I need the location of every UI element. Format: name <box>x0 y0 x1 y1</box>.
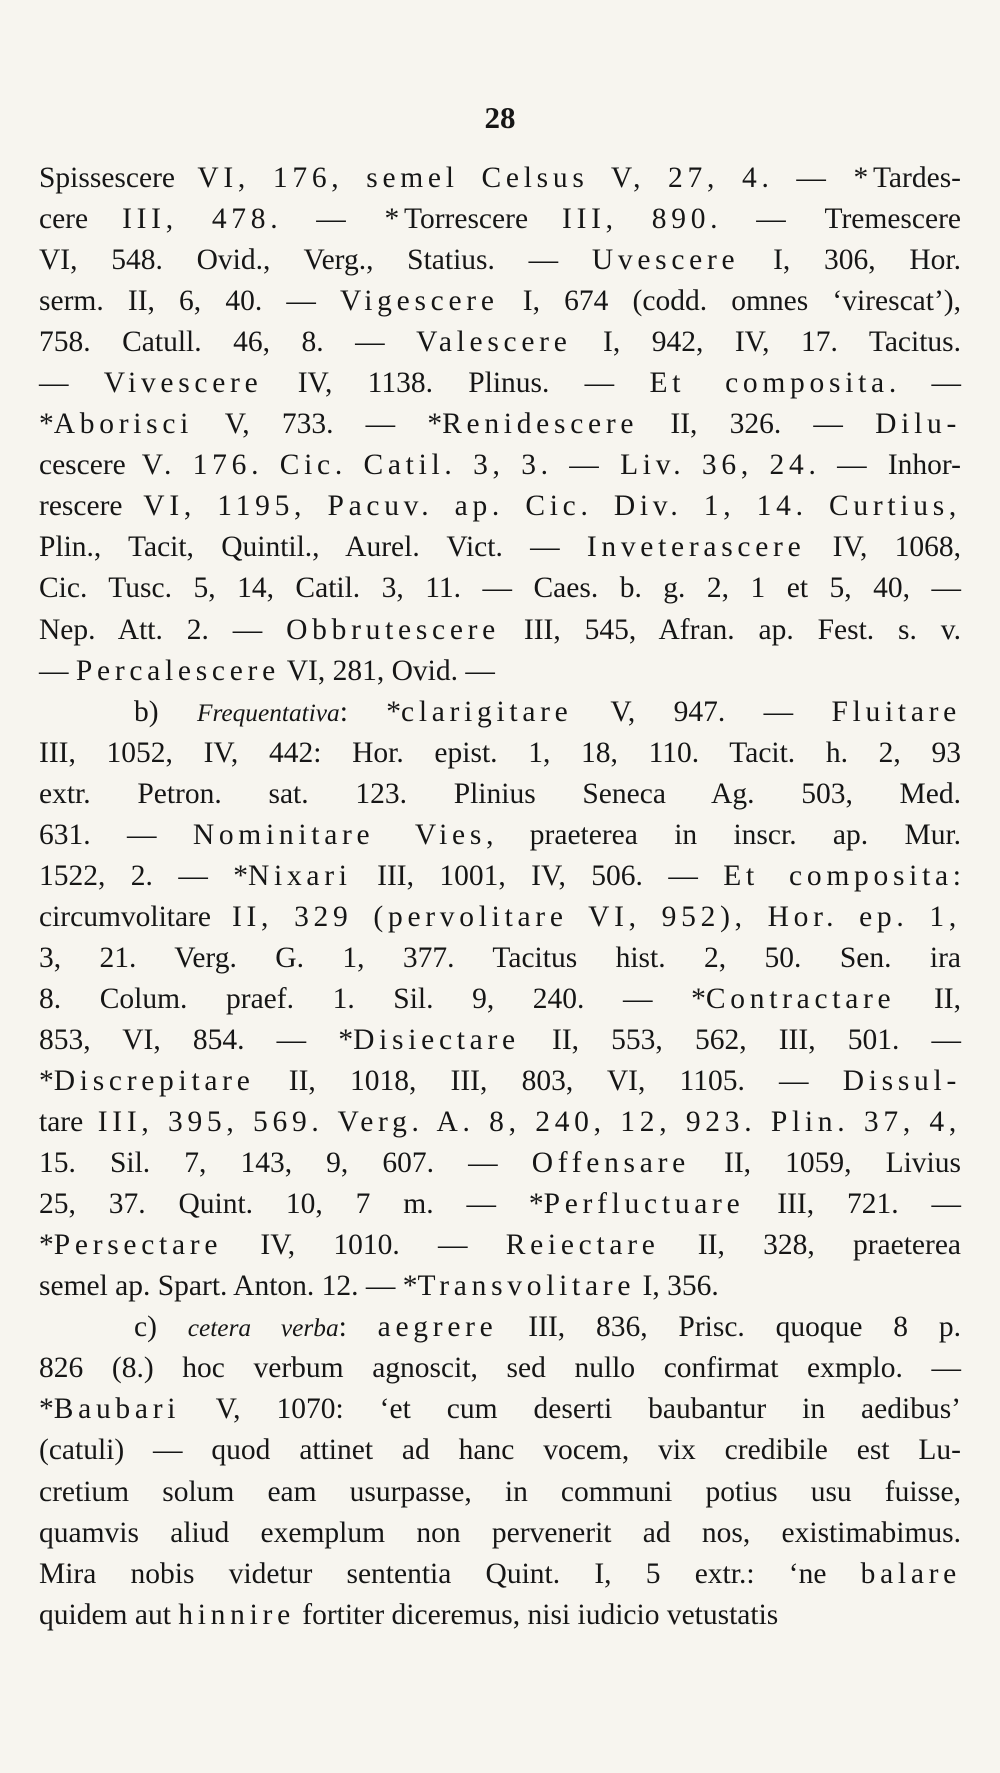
line-text: IV, 1138. Plinus. — <box>262 367 650 400</box>
line-text: II, 326. — <box>638 408 876 441</box>
text-line <box>39 1513 961 1554</box>
line-text: * <box>39 1393 54 1426</box>
line-text: V, 947. — <box>572 695 832 728</box>
line-text: II, 553, 562, III, 501. — <box>519 1023 961 1056</box>
line-text: Cic. Tusc. 5, 14, Catil. 3, 11. — Caes. b. g. 2, 1 et 5, 40, — <box>39 572 961 605</box>
text-line <box>39 1389 961 1430</box>
headword: Inveterascere <box>586 531 806 564</box>
line-text: rescere <box>39 490 123 523</box>
section-heading: cetera verba <box>187 1314 339 1343</box>
line-text: I, 306, Hor. <box>739 244 961 277</box>
headword: III, 890. — <box>528 203 825 236</box>
text-line <box>39 651 961 692</box>
line-text: — <box>39 367 104 400</box>
line-text: IV, 1010. — <box>222 1229 506 1262</box>
line-text: III, 721. — <box>744 1188 961 1221</box>
line-text: : <box>338 1311 378 1344</box>
headword: Fluitare <box>831 695 961 728</box>
text-line <box>39 1554 961 1595</box>
line-text: semel ap. Spart. Anton. 12. — * <box>39 1270 418 1303</box>
text-line <box>39 1184 961 1225</box>
line-text: tare <box>39 1106 84 1139</box>
text-line <box>39 1020 961 1061</box>
body-text <box>39 158 961 1636</box>
line-text: VI, 548. Ovid., Verg., Statius. — <box>39 244 592 277</box>
line-text: cere <box>39 203 89 236</box>
line-text: III, 1052, IV, 442: Hor. epist. 1, 18, 110. Tacit. h. 2, 93 <box>39 736 961 769</box>
text-line <box>39 938 961 979</box>
headword: Aborisci <box>53 408 194 441</box>
headword: Discrepitare <box>53 1065 255 1098</box>
text-line <box>39 1595 961 1636</box>
text-line <box>39 1225 961 1266</box>
headword: Reiectare <box>505 1229 660 1262</box>
headword: Perfluctuare <box>543 1188 745 1221</box>
line-text: Plin., Tacit, Quintil., Aurel. Vict. — <box>39 531 587 564</box>
line-text: II, 1059, Livius <box>689 1147 961 1180</box>
line-text: , praeterea in inscr. ap. Mur. <box>486 818 962 851</box>
text-line <box>39 856 961 897</box>
text-line <box>39 363 961 404</box>
line-text: (catuli) — quod attinet ad hanc vocem, vix credibile est Lu- <box>39 1434 961 1467</box>
text-line <box>39 1348 961 1389</box>
line-text: : * <box>339 695 402 728</box>
line-text: cescere <box>39 449 126 482</box>
headword: Dilu- <box>875 408 961 441</box>
section-heading: Frequentativa <box>196 698 340 727</box>
headword: Uvescere <box>591 244 740 277</box>
line-text: IV, 1068, <box>805 531 961 564</box>
line-text: extr. Petron. sat. 123. Plinius Seneca Ag. 503, Med. <box>39 777 961 810</box>
headword: hinnire <box>178 1598 295 1631</box>
line-text: III, 836, Prisc. quoque 8 p. <box>497 1311 961 1344</box>
headword: Renidescere <box>442 408 639 441</box>
line-text: Spissescere <box>39 162 175 194</box>
text-line <box>39 1307 961 1348</box>
text-line <box>39 1472 961 1513</box>
headword: III, 478. — * <box>88 203 404 236</box>
headword: Nixari <box>248 859 352 892</box>
line-text: Inhor- <box>887 449 961 482</box>
headword: Vivescere <box>103 367 263 400</box>
line-text: 3, 21. Verg. G. 1, 377. Tacitus hist. 2, 50. Sen. ira <box>39 941 961 974</box>
line-text: . — <box>888 367 961 400</box>
line-text: c) <box>134 1311 188 1344</box>
line-text: VI, 281, Ovid. — <box>279 654 495 687</box>
text-line <box>39 979 961 1020</box>
line-text: Mira nobis videtur sententia Quint. I, 5 extr.: ‘ne <box>39 1557 861 1590</box>
line-text: 25, 37. Quint. 10, 7 m. — * <box>39 1188 544 1221</box>
headword: Obbrutescere <box>286 613 501 646</box>
text-line <box>39 692 961 733</box>
line-text: Torrescere <box>404 203 529 236</box>
headword: Nominitare Vies <box>192 818 487 851</box>
text-line <box>39 486 961 527</box>
text-line <box>39 404 961 445</box>
headword: Vigescere <box>340 285 499 318</box>
headword: Valescere <box>416 326 572 359</box>
line-text: III, 1001, IV, 506. — <box>351 859 724 892</box>
text-line <box>39 774 961 815</box>
text-line <box>39 281 961 322</box>
headword: Dissul- <box>842 1065 961 1098</box>
line-text: 8. Colum. praef. 1. Sil. 9, 240. — * <box>39 982 706 1015</box>
text-line <box>39 445 961 486</box>
line-text: * <box>39 408 54 441</box>
line-text: 758. Catull. 46, 8. — <box>39 326 417 359</box>
headword: Disiectare <box>353 1023 520 1056</box>
headword: Persectare <box>53 1229 223 1262</box>
line-text: 853, VI, 854. — * <box>39 1023 354 1056</box>
line-text: III, 545, Afran. ap. Fest. s. v. <box>500 613 961 646</box>
text-line <box>39 240 961 281</box>
text-line <box>39 610 961 651</box>
line-text: V, 1070: ‘et cum deserti baubantur in aedibus’ <box>180 1393 961 1426</box>
line-text: 1522, 2. — * <box>39 859 249 892</box>
line-text: — <box>39 654 76 687</box>
text-line <box>39 733 961 774</box>
line-text: I, 674 (codd. omnes ‘virescat’), <box>498 285 961 318</box>
line-text: 15. Sil. 7, 143, 9, 607. — <box>39 1147 532 1180</box>
line-text: * <box>39 1229 54 1262</box>
line-text: I, 942, IV, 17. Tacitus. <box>571 326 962 359</box>
line-text: b) <box>134 695 197 728</box>
line-text: quamvis aliud exemplum non pervenerit ad nos, existimabimus. <box>39 1516 961 1549</box>
line-text: cretium solum eam usurpasse, in communi potius usu fuisse, <box>39 1475 961 1508</box>
text-line <box>39 158 961 199</box>
headword: Offensare <box>531 1147 690 1180</box>
line-text: 826 (8.) hoc verbum agnoscit, sed nullo confirmat exmplo. — <box>39 1352 961 1385</box>
text-line <box>39 322 961 363</box>
headword: aegrere <box>377 1311 498 1344</box>
line-text: Tardes- <box>872 162 961 194</box>
line-text: * <box>39 1065 54 1098</box>
line-text: Tremescere <box>824 203 961 236</box>
headword: VI, 1195, Pacuv. ap. Cic. Div. 1, 14. Curtius, <box>122 490 961 523</box>
headword: III, 395, 569. Verg. A. 8, 240, 12, 923. Plin. 37, 4, <box>83 1106 961 1139</box>
line-text: V, 733. — * <box>193 408 443 441</box>
headword: Transvolitare <box>417 1270 636 1303</box>
text-line <box>39 568 961 609</box>
text-line <box>39 815 961 856</box>
line-text: II, 1018, III, 803, VI, 1105. — <box>254 1065 843 1098</box>
headword: balare <box>860 1557 961 1590</box>
line-text: II, <box>895 982 961 1015</box>
text-line <box>39 1061 961 1102</box>
headword: V. 176. Cic. Catil. 3, 3. — Liv. 36, 24. — <box>125 449 888 482</box>
line-text: : <box>952 859 961 892</box>
text-line <box>39 897 961 938</box>
text-line <box>39 199 961 240</box>
headword: Et composita <box>649 367 889 400</box>
page-number: 28 <box>484 100 516 135</box>
text-line <box>39 1430 961 1471</box>
headword: Contractare <box>705 982 896 1015</box>
line-text: 631. — <box>39 818 193 851</box>
line-text: fortiter diceremus, nisi iudicio vetustatis <box>294 1598 779 1631</box>
headword: VI, 176, semel Celsus V, 27, 4. — * <box>175 162 873 194</box>
line-text: I, 356. <box>635 1270 719 1303</box>
headword: Et composita <box>723 859 953 892</box>
line-text: circumvolitare <box>39 900 212 933</box>
line-text: serm. II, 6, 40. — <box>39 285 340 318</box>
headword: clarigitare <box>401 695 573 728</box>
text-line <box>39 1143 961 1184</box>
line-text: quidem aut <box>39 1598 179 1631</box>
line-text: II, 328, praeterea <box>659 1229 962 1262</box>
headword: II, 329 (pervolitare VI, 952), Hor. ep. 1, <box>211 900 961 933</box>
headword: Percalescere <box>75 654 280 687</box>
text-line <box>39 1266 961 1307</box>
text-line <box>39 1102 961 1143</box>
text-line <box>39 527 961 568</box>
line-text: Nep. Att. 2. — <box>39 613 287 646</box>
headword: Baubari <box>53 1393 181 1426</box>
